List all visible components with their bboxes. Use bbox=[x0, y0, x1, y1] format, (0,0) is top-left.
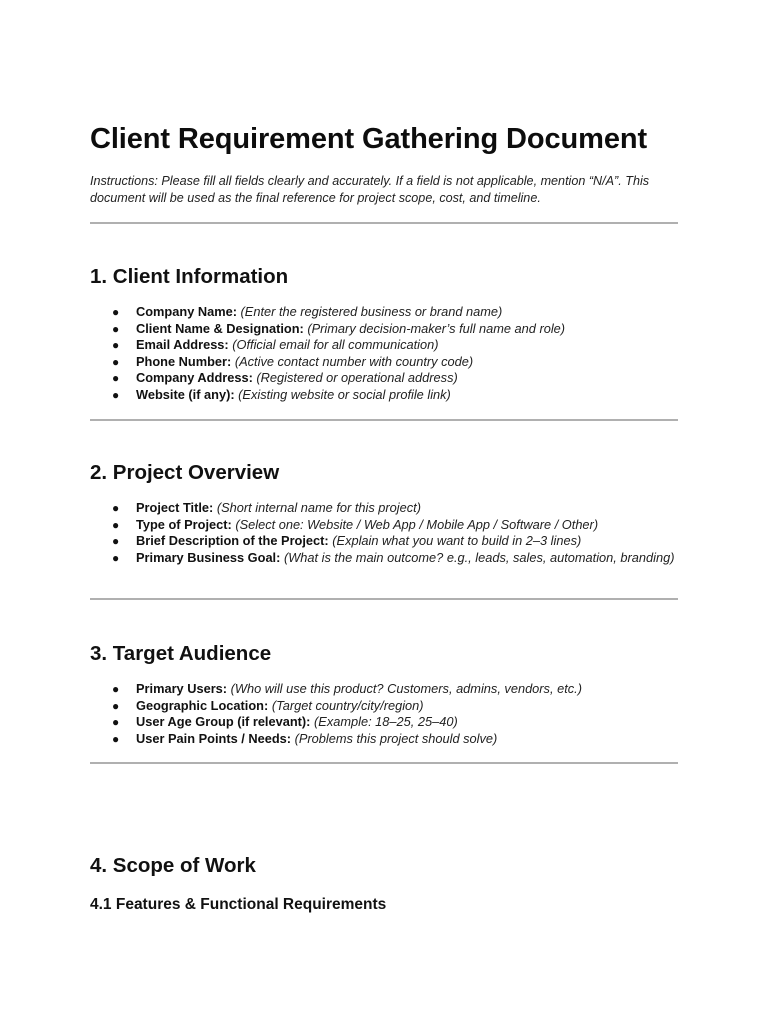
client-information-fields bbox=[90, 304, 678, 403]
field-hint: (Existing website or social profile link) bbox=[238, 386, 451, 402]
field-label: Company Name: bbox=[136, 304, 237, 319]
field-company-name bbox=[90, 304, 678, 321]
field-hint: (Short internal name for this project) bbox=[216, 500, 421, 515]
bullet-icon: ● bbox=[112, 305, 120, 319]
field-label: Brief Description of the Project: bbox=[136, 533, 329, 548]
project-overview-fields bbox=[90, 500, 678, 566]
bullet-icon: ● bbox=[112, 371, 120, 385]
field-type-of-project bbox=[90, 517, 678, 534]
field-website bbox=[90, 387, 678, 404]
divider bbox=[90, 598, 678, 600]
field-hint: (Select one: Website / Web App / Mobile App / Software / Other) bbox=[235, 516, 599, 532]
field-label: Primary Users: bbox=[136, 681, 228, 696]
bullet-icon: ● bbox=[112, 731, 120, 746]
bullet-icon: ● bbox=[112, 387, 120, 402]
field-label: Primary Business Goal: bbox=[136, 549, 281, 565]
field-hint: (Active contact number with country code) bbox=[234, 353, 474, 369]
bullet-icon: ● bbox=[112, 715, 120, 729]
field-label: Website (if any): bbox=[136, 386, 235, 402]
field-hint: (Official email for all communication) bbox=[232, 337, 439, 352]
field-label: Company Address: bbox=[136, 370, 253, 385]
subheading-features-functional-requirements: 4.1 Features & Functional Requirements bbox=[90, 896, 387, 913]
field-label: Type of Project: bbox=[136, 516, 232, 532]
field-primary-business-goal bbox=[90, 550, 678, 567]
field-company-address bbox=[90, 370, 678, 387]
field-email-address bbox=[90, 337, 678, 354]
divider bbox=[90, 222, 678, 224]
field-hint: (Registered or operational address) bbox=[256, 370, 458, 385]
bullet-icon: ● bbox=[112, 534, 120, 548]
field-hint: (Who will use this product? Customers, admins, vendors, etc.) bbox=[230, 681, 582, 696]
bullet-icon: ● bbox=[112, 698, 120, 713]
field-hint: (What is the main outcome? e.g., leads, sales, automation, branding) bbox=[283, 549, 675, 565]
field-brief-description bbox=[90, 533, 678, 550]
field-project-title bbox=[90, 500, 678, 517]
field-hint: (Example: 18–25, 25–40) bbox=[314, 714, 458, 729]
field-label: Project Title: bbox=[136, 500, 214, 515]
section-heading-project-overview: 2. Project Overview bbox=[90, 461, 280, 484]
section-heading-client-information: 1. Client Information bbox=[90, 265, 289, 288]
field-user-pain-points bbox=[90, 731, 678, 748]
field-hint: (Primary decision-maker’s full name and role) bbox=[307, 320, 566, 336]
bullet-icon: ● bbox=[112, 354, 120, 369]
target-audience-fields bbox=[90, 681, 678, 747]
instructions-text: Instructions: Please fill all fields clearly and accurately. If a field is not applicable, mention “N/A”. This document will be used as the final reference for project scope, cost, and timeline. bbox=[90, 174, 650, 205]
field-geographic-location bbox=[90, 698, 678, 715]
field-hint: (Enter the registered business or brand name) bbox=[240, 304, 503, 319]
field-hint: (Problems this project should solve) bbox=[294, 730, 498, 746]
field-phone-number bbox=[90, 354, 678, 371]
divider bbox=[90, 762, 678, 764]
bullet-icon: ● bbox=[112, 517, 120, 532]
bullet-icon: ● bbox=[112, 682, 120, 696]
field-label: Email Address: bbox=[136, 337, 229, 352]
section-heading-scope-of-work: 4. Scope of Work bbox=[90, 854, 256, 877]
document-title: Client Requirement Gathering Document bbox=[90, 123, 648, 155]
bullet-icon: ● bbox=[112, 321, 120, 336]
field-label: User Pain Points / Needs: bbox=[136, 730, 292, 746]
field-user-age-group bbox=[90, 714, 678, 731]
bullet-icon: ● bbox=[112, 338, 120, 352]
bullet-icon: ● bbox=[112, 550, 120, 565]
field-primary-users bbox=[90, 681, 678, 698]
field-hint: (Target country/city/region) bbox=[271, 697, 424, 713]
field-hint: (Explain what you want to build in 2–3 lines) bbox=[332, 533, 582, 548]
field-label: User Age Group (if relevant): bbox=[136, 714, 311, 729]
field-label: Geographic Location: bbox=[136, 697, 269, 713]
section-heading-target-audience: 3. Target Audience bbox=[90, 642, 272, 665]
bullet-icon: ● bbox=[112, 501, 120, 515]
divider bbox=[90, 419, 678, 421]
field-client-name-designation bbox=[90, 321, 678, 338]
field-label: Client Name & Designation: bbox=[136, 320, 304, 336]
field-label: Phone Number: bbox=[136, 353, 232, 369]
